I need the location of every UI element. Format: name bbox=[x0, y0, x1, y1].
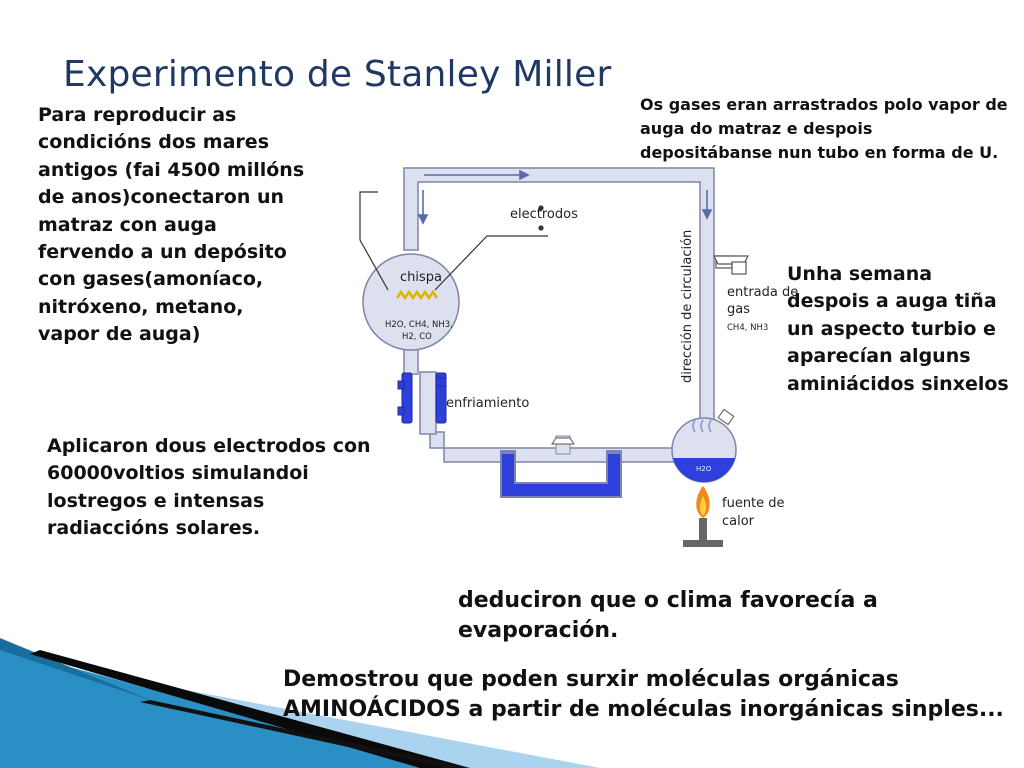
label-gases-1: H2O, CH4, NH3, bbox=[385, 320, 453, 330]
label-entrada-gases: CH4, NH3 bbox=[727, 323, 769, 333]
deduction-text: deduciron que o clima favorecía a evaporación. bbox=[458, 588, 878, 643]
label-electrodos: electrodos bbox=[510, 207, 578, 222]
bunsen-burner bbox=[683, 486, 723, 547]
label-direccion: dirección de circulación bbox=[680, 229, 695, 383]
label-chispa: chispa bbox=[400, 270, 442, 285]
label-fuente-1: fuente de bbox=[722, 496, 785, 511]
label-fuente-2: calor bbox=[722, 514, 755, 529]
result-text: Unha semana despois a auga tiña un aspecto turbio e aparecían alguns aminiácidos sinxelos bbox=[787, 263, 1009, 395]
gas-inlet-stopcock bbox=[714, 256, 748, 274]
label-entrada-2: gas bbox=[727, 302, 750, 317]
label-h2o: H2O bbox=[696, 465, 712, 473]
electrodes-text: Aplicaron dous electrodos con 60000voltios simulandoi lostregos e intensas radiaccións solares. bbox=[47, 435, 371, 540]
conclusion-text: Demostrou que poden surxir moléculas orgánicas AMINOÁCIDOS a partir de moléculas inorgánicas sinples... bbox=[283, 667, 1004, 722]
conditions-text: Para reproducir as condicións dos mares antigos (fai 4500 millóns de anos)conectaron un matraz con auga fervendo a un depósito con gases(amoníaco, nitróxeno, metano, vapor de auga) bbox=[38, 104, 305, 346]
gases-text: Os gases eran arrastrados polo vapor de auga do matraz e despois depositábanse nun tubo en forma de U. bbox=[640, 95, 1008, 162]
page-title: Experimento de Stanley Miller bbox=[63, 54, 612, 95]
label-gases-2: H2, CO bbox=[402, 332, 432, 342]
label-entrada-1: entrada de bbox=[727, 285, 799, 300]
u-trap bbox=[508, 436, 614, 490]
label-enfriamiento: enfriamiento bbox=[446, 396, 530, 411]
